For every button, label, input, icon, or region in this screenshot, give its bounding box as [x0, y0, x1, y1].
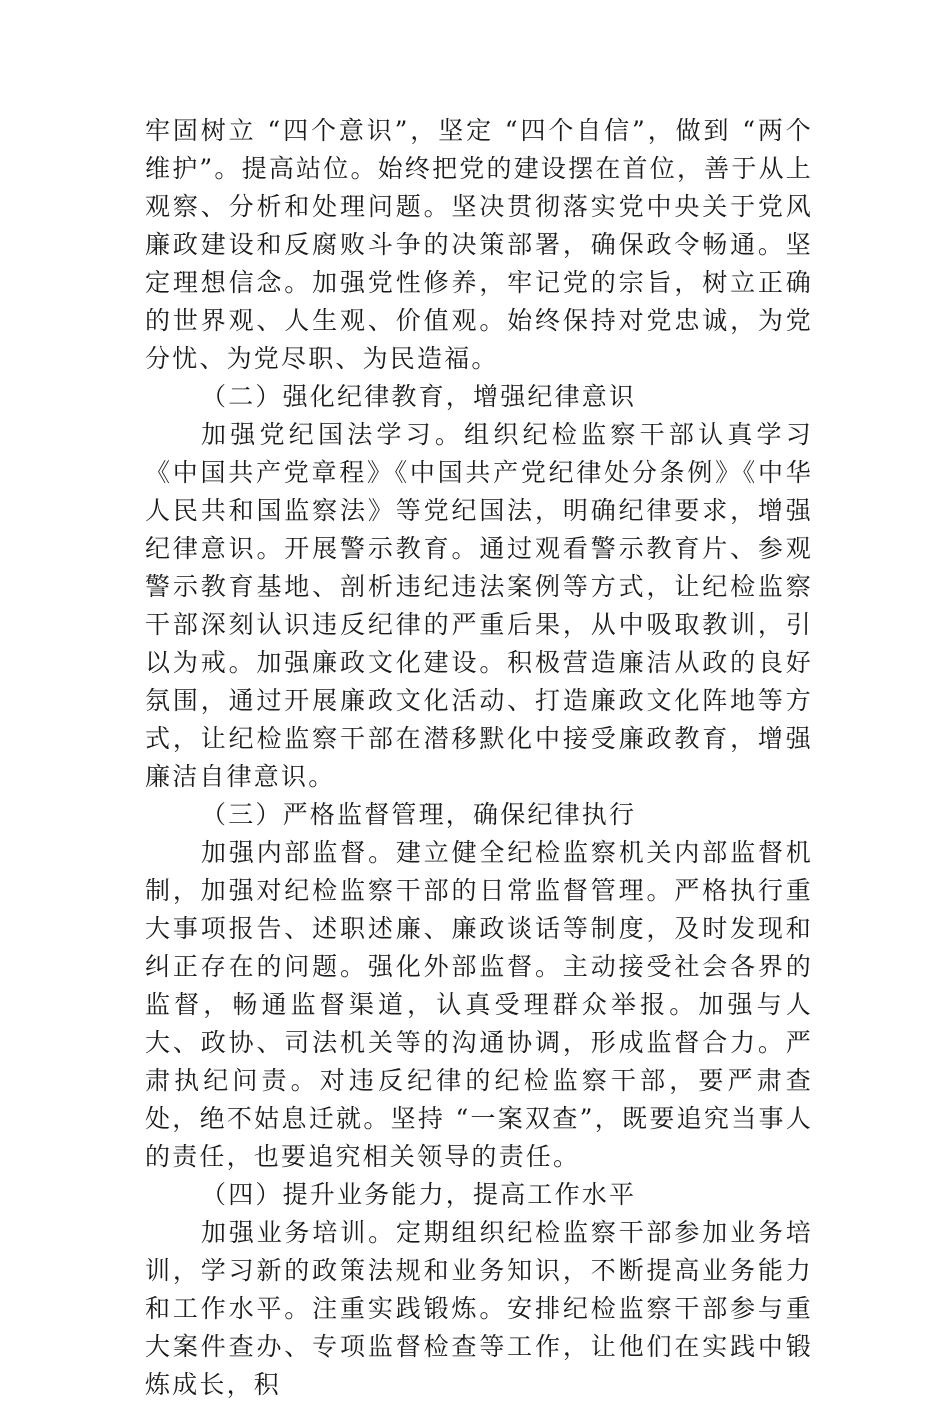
paragraph-business-capability: 加强业务培训。定期组织纪检监察干部参加业务培训，学习新的政策法规和业务知识，不断提高业务能力和工作水平。注重实践锻炼。安排纪检监察干部参与重大案件查办、专项监督检查等工作，让他们在实践中锻炼成长，积	[145, 1218, 813, 1399]
paragraph-continuation: 牢固树立 “四个意识”，坚定 “四个自信”，做到 “两个维护”。提高站位。始终把党的建设摆在首位，善于从上观察、分析和处理问题。坚决贯彻落实党中央关于党风廉政建设和反腐败斗争的决策部署，确保政令畅通。坚定理想信念。加强党性修养，牢记党的宗旨，树立正确的世界观、人生观、价值观。始终保持对党忠诚，为党分忧、为党尽职、为民造福。	[145, 116, 813, 373]
paragraph-discipline-education: 加强党纪国法学习。组织纪检监察干部认真学习《中国共产党章程》《中国共产党纪律处分条例》《中华人民共和国监察法》等党纪国法，明确纪律要求，增强纪律意识。开展警示教育。通过观看警示教育片、参观警示教育基地、剖析违纪违法案例等方式，让纪检监察干部深刻认识违反纪律的严重后果，从中吸取教训，引以为戒。加强廉政文化建设。积极营造廉洁从政的良好氛围，通过开展廉政文化活动、打造廉政文化阵地等方式，让纪检监察干部在潜移默化中接受廉政教育，增强廉洁自律意识。	[145, 420, 813, 791]
section-heading-2: （二）强化纪律教育，增强纪律意识	[201, 382, 637, 411]
section-heading-4: （四）提升业务能力，提高工作水平	[201, 1180, 637, 1209]
paragraph-supervision-management: 加强内部监督。建立健全纪检监察机关内部监督机制，加强对纪检监察干部的日常监督管理。严格执行重大事项报告、述职述廉、廉政谈话等制度，及时发现和纠正存在的问题。强化外部监督。主动接受社会各界的监督，畅通监督渠道，认真受理群众举报。加强与人大、政协、司法机关等的沟通协调，形成监督合力。严肃执纪问责。对违反纪律的纪检监察干部，要严肃查处，绝不姑息迁就。坚持 “一案双查”，既要追究当事人的责任，也要追究相关领导的责任。	[145, 838, 813, 1171]
section-heading-3: （三）严格监督管理，确保纪律执行	[201, 800, 637, 829]
document-body	[145, 112, 813, 1404]
